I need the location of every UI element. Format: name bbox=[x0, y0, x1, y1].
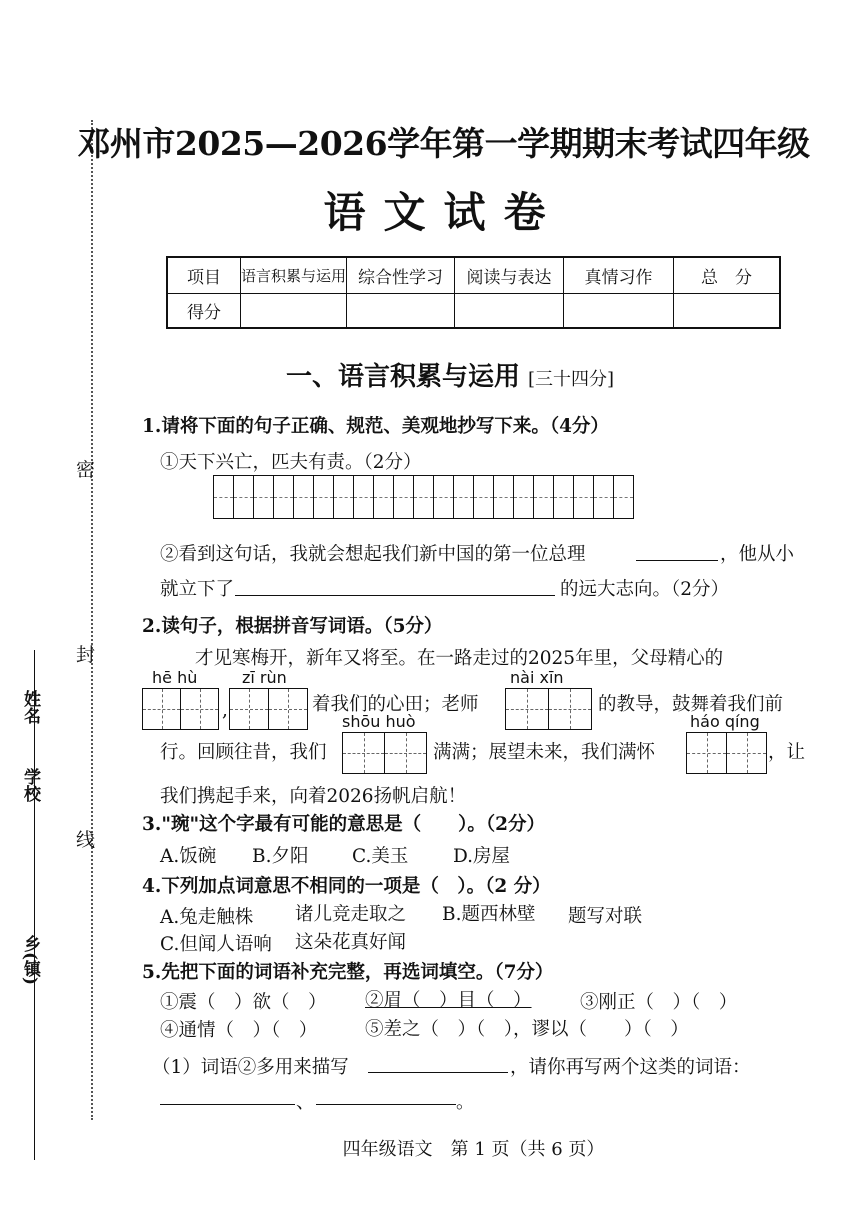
q3-option-d[interactable]: D.房屋 bbox=[453, 846, 511, 867]
margin-town-label: 乡(镇) bbox=[20, 935, 40, 986]
q4-c2: 这朵花真好闻 bbox=[295, 932, 407, 953]
q5-sub1-part1: （1）词语②多用来描写 bbox=[152, 1057, 349, 1078]
score-header-language: 语言积累与运用 bbox=[241, 257, 347, 293]
section-points: [三十四分] bbox=[528, 369, 615, 390]
q3-option-b[interactable]: B.夕阳 bbox=[252, 846, 309, 867]
q2-text-b: 的教导，鼓舞着我们前 bbox=[598, 694, 784, 715]
pinyin-zirun: zī rùn bbox=[242, 668, 287, 687]
seal-char-xian: 线 bbox=[76, 829, 96, 851]
tianzige-hehu[interactable] bbox=[142, 688, 219, 730]
q3-stem: 3."琬"这个字最有可能的意思是（ ）。（2分） bbox=[142, 814, 545, 835]
tianzige-zirun[interactable] bbox=[229, 688, 308, 730]
q2-text-a: 着我们的心田；老师 bbox=[312, 694, 479, 715]
margin-line bbox=[34, 650, 35, 1160]
q5-stem: 5.先把下面的词语补充完整，再选词填空。（7分） bbox=[142, 962, 554, 983]
answer-blank[interactable] bbox=[160, 1104, 295, 1105]
q5-word2[interactable]: ②眉（ ）目（ ） bbox=[365, 990, 532, 1011]
seal-char-mi: 密 bbox=[76, 459, 96, 481]
seal-char-feng: 封 bbox=[76, 644, 96, 666]
tianzige-haoqing[interactable] bbox=[686, 732, 767, 774]
q2-line4: 我们携起手来，向着2026扬帆启航！ bbox=[160, 786, 467, 807]
pinyin-haoqing: háo qíng bbox=[690, 712, 760, 731]
score-row-label: 得分 bbox=[167, 293, 241, 328]
q4-c1[interactable]: C.但闻人语响 bbox=[160, 934, 272, 955]
margin-school-label: 学校 bbox=[20, 768, 40, 802]
q5-word3[interactable]: ③刚正（ ）（ ） bbox=[580, 992, 738, 1013]
q1-sub2-part3: 就立下了 bbox=[160, 579, 235, 600]
exam-title: 邓州市2025—2026学年第一学期期末考试四年级 bbox=[77, 124, 810, 163]
score-cell[interactable] bbox=[455, 293, 564, 328]
tianzige-naixin[interactable] bbox=[505, 688, 592, 730]
q1-stem: 1.请将下面的句子正确、规范、美观地抄写下来。（4分） bbox=[142, 416, 609, 437]
pinyin-naixin: nài xīn bbox=[510, 668, 564, 687]
q3-option-c[interactable]: C.美玉 bbox=[352, 846, 409, 867]
q1-sub2-part4: 的远大志向。（2分） bbox=[560, 579, 730, 600]
q5-word1[interactable]: ①震（ ）欲（ ） bbox=[160, 992, 327, 1013]
q1-sub2-part1: ②看到这句话，我就会想起我们新中国的第一位总理 bbox=[160, 544, 586, 565]
page-footer: 四年级语文 第 1 页（共 6 页） bbox=[342, 1139, 605, 1160]
q4-b2: 题写对联 bbox=[568, 906, 643, 927]
score-header-comprehensive: 综合性学习 bbox=[347, 257, 455, 293]
binding-dotted-line bbox=[91, 120, 93, 1120]
q3-option-a[interactable]: A.饭碗 bbox=[160, 846, 217, 867]
score-cell[interactable] bbox=[241, 293, 347, 328]
q2-text-e: ，让 bbox=[768, 742, 806, 763]
score-header-reading: 阅读与表达 bbox=[455, 257, 564, 293]
q1-sub1: ①天下兴亡，匹夫有责。（2分） bbox=[160, 452, 422, 473]
margin-name-label: 姓名 bbox=[20, 690, 40, 724]
pinyin-hehu: hē hù bbox=[152, 668, 198, 687]
q5-separator: 、 bbox=[296, 1092, 315, 1113]
answer-blank[interactable] bbox=[316, 1104, 456, 1105]
q5-end-period: 。 bbox=[456, 1092, 475, 1113]
section-title: 一、语言积累与运用 bbox=[286, 362, 521, 392]
q5-word5[interactable]: ⑤差之（ ）（ ），谬以（ ）（ ） bbox=[365, 1019, 689, 1040]
q2-text-c: 行。回顾往昔，我们 bbox=[160, 742, 327, 763]
score-table bbox=[166, 256, 781, 329]
q5-word4[interactable]: ④通情（ ）（ ） bbox=[160, 1020, 318, 1041]
score-cell[interactable] bbox=[347, 293, 455, 328]
exam-subtitle: 语文试卷 bbox=[323, 188, 564, 237]
q4-b1[interactable]: B.题西林壁 bbox=[442, 904, 536, 925]
score-header-item: 项目 bbox=[167, 257, 241, 293]
score-cell[interactable] bbox=[674, 293, 781, 328]
q4-a2: 诸儿竞走取之 bbox=[295, 904, 407, 925]
q1-sub2-part2: ，他从小 bbox=[720, 544, 795, 565]
comma: , bbox=[222, 700, 228, 721]
score-header-writing: 真情习作 bbox=[564, 257, 674, 293]
score-header-total: 总 分 bbox=[674, 257, 781, 293]
copy-grid[interactable] bbox=[213, 475, 634, 519]
answer-blank[interactable] bbox=[636, 560, 718, 561]
q5-sub1-part2: ，请你再写两个这类的词语： bbox=[510, 1057, 751, 1078]
q2-line1: 才见寒梅开，新年又将至。在一路走过的2025年里，父母精心的 bbox=[195, 648, 724, 669]
score-cell[interactable] bbox=[564, 293, 674, 328]
q4-stem: 4.下列加点词意思不相同的一项是（ ）。（2 分） bbox=[142, 876, 551, 897]
tianzige-shouhuo[interactable] bbox=[342, 732, 427, 774]
answer-blank[interactable] bbox=[235, 595, 555, 596]
q2-text-d: 满满；展望未来，我们满怀 bbox=[433, 742, 656, 763]
pinyin-shouhuo: shōu huò bbox=[342, 712, 416, 731]
section-heading bbox=[286, 356, 614, 393]
q4-a1[interactable]: A.兔走触株 bbox=[160, 907, 254, 928]
answer-blank[interactable] bbox=[368, 1072, 508, 1073]
q2-stem: 2.读句子，根据拼音写词语。（5分） bbox=[142, 616, 443, 637]
